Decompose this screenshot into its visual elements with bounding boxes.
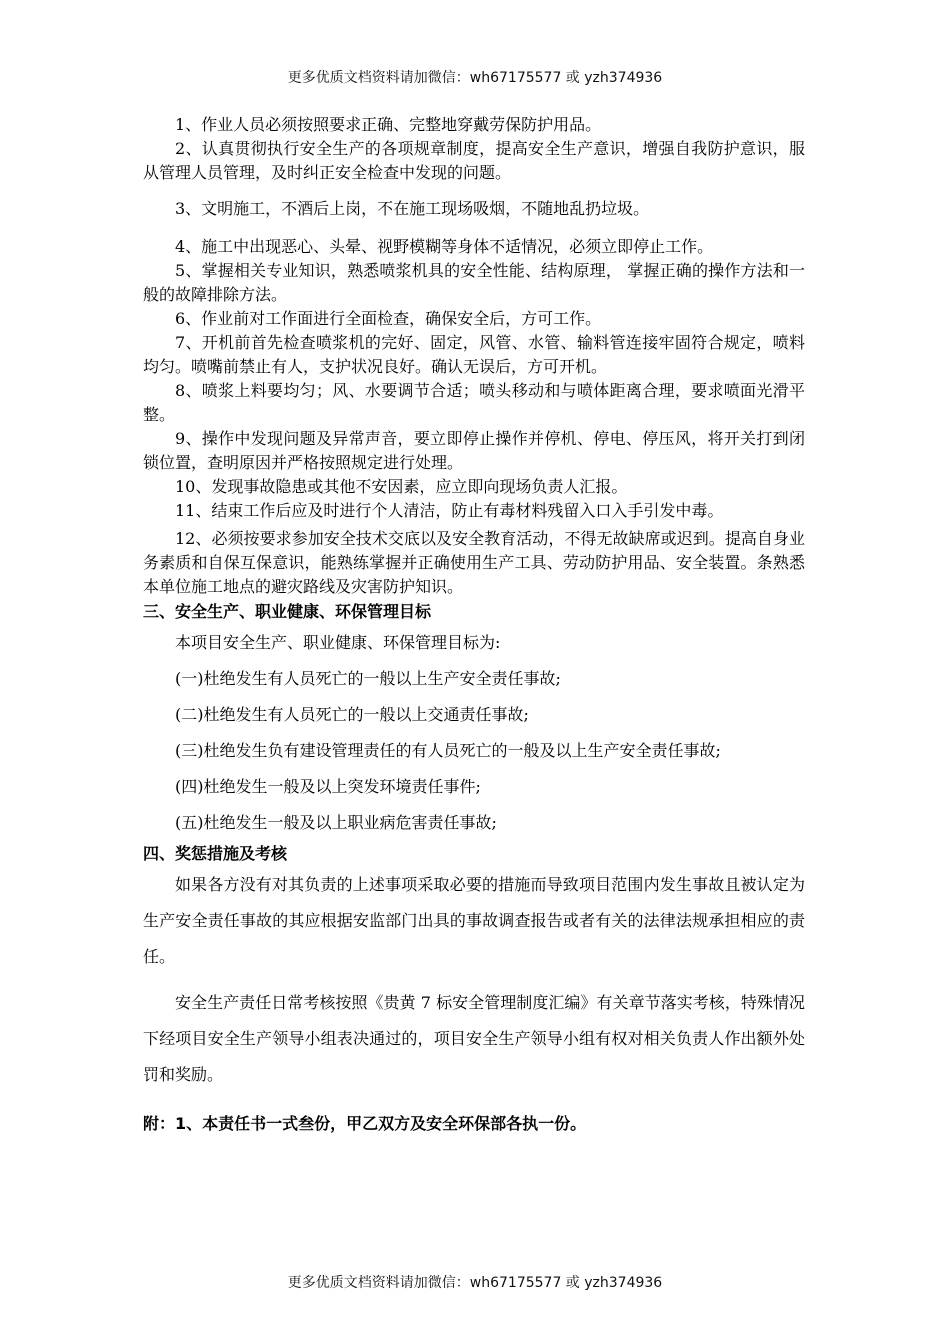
- section-3-intro: 本项目安全生产、职业健康、环保管理目标为:: [175, 633, 501, 652]
- rule-item-1: 1、作业人员必须按照要求正确、完整地穿戴劳保防护用品。: [175, 115, 602, 134]
- rule-item-9: 9、操作中发现问题及异常声音，要立即停止操作并停机、停电、停压风，将开关打到闭锁位置，查明原因并严格按照规定进行处理。: [143, 429, 805, 472]
- rule-item-6: 6、作业前对工作面进行全面检查，确保安全后，方可工作。: [175, 309, 602, 328]
- rule-item-4: 4、施工中出现恶心、头晕、视野模糊等身体不适情况，必须立即停止工作。: [175, 237, 714, 256]
- rule-item-10: 10、发现事故隐患或其他不安因素，应立即向现场负责人汇报。: [175, 477, 628, 496]
- goal-item-4: (四)杜绝发生一般及以上突发环境责任事件;: [175, 777, 481, 796]
- section-3-heading: 三、安全生产、职业健康、环保管理目标: [143, 602, 432, 621]
- page-footer-note: 更多优质文档资料请加微信：wh67175577 或 yzh374936: [287, 1275, 663, 1291]
- section-4-paragraph-2: 安全生产责任日常考核按照《贵黄 7 标安全管理制度汇编》有关章节落实考核，特殊情况下经项目安全生产领导小组表决通过的，项目安全生产领导小组有权对相关负责人作出额外处罚和奖励。: [143, 993, 805, 1084]
- goal-item-2: (二)杜绝发生有人员死亡的一般以上交通责任事故;: [175, 705, 529, 724]
- document-body: [143, 113, 805, 1137]
- rule-item-2: 2、认真贯彻执行安全生产的各项规章制度，提高安全生产意识，增强自我防护意识，服从管理人员管理，及时纠正安全检查中发现的问题。: [143, 139, 805, 182]
- rule-item-11: 11、结束工作后应及时进行个人清洁，防止有毒材料残留入口入手引发中毒。: [175, 501, 724, 520]
- goal-item-1: (一)杜绝发生有人员死亡的一般以上生产安全责任事故;: [175, 669, 561, 688]
- goal-item-5: (五)杜绝发生一般及以上职业病危害责任事故;: [175, 813, 497, 832]
- page-header-note: 更多优质文档资料请加微信：wh67175577 或 yzh374936: [287, 70, 663, 86]
- rule-item-8: 8、喷浆上料要均匀；风、水要调节合适；喷头移动和与喷体距离合理，要求喷面光滑平整。: [143, 381, 805, 424]
- section-4-paragraph-1: 如果各方没有对其负责的上述事项采取必要的措施而导致项目范围内发生事故且被认定为生产安全责任事故的其应根据安监部门出具的事故调查报告或者有关的法律法规承担相应的责任。: [143, 875, 805, 966]
- rule-item-7: 7、开机前首先检查喷浆机的完好、固定，风管、水管、输料管连接牢固符合规定，喷料均匀。喷嘴前禁止有人，支护状况良好。确认无误后，方可开机。: [143, 333, 805, 376]
- rule-item-5: 5、掌握相关专业知识，熟悉喷浆机具的安全性能、结构原理， 掌握正确的操作方法和一般的故障排除方法。: [143, 261, 805, 304]
- appendix-note: 附：1、本责任书一式叁份，甲乙双方及安全环保部各执一份。: [143, 1114, 587, 1133]
- rule-item-12: 12、必须按要求参加安全技术交底以及安全教育活动，不得无故缺席或迟到。提高自身业务素质和自保互保意识，能熟练掌握并正确使用生产工具、劳动防护用品、安全装置。条熟悉本单位施工地点的避灾路线及灾害防护知识。: [143, 529, 805, 596]
- rule-item-3: 3、文明施工，不酒后上岗，不在施工现场吸烟，不随地乱扔垃圾。: [175, 199, 650, 218]
- goal-item-3: (三)杜绝发生负有建设管理责任的有人员死亡的一般及以上生产安全责任事故;: [175, 741, 721, 760]
- section-4-heading: 四、奖惩措施及考核: [143, 844, 288, 863]
